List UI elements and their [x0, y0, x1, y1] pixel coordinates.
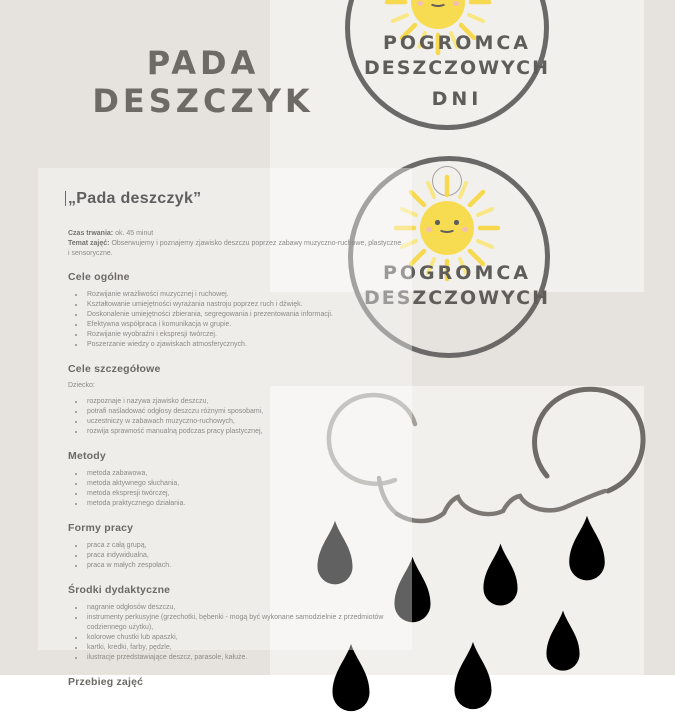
bullet-item: • Poszerzanie wiedzy o zjawiskach atmosferycznych.: [85, 340, 404, 350]
bullet-item: • praca indywidualna,: [85, 551, 404, 561]
doc-section: [68, 676, 404, 688]
section-bullet-list: [68, 469, 404, 509]
document-heading-text: „Pada deszczyk”: [68, 190, 202, 207]
raindrop-icon: [449, 638, 497, 714]
document-heading[interactable]: [68, 190, 404, 208]
bullet-item: • ilustracje przedstawiające deszcz, parasole, kałuże.: [85, 653, 404, 663]
sun-cheek-icon: [462, 227, 468, 232]
bullet-item: • praca z całą grupą,: [85, 541, 404, 551]
bullet-item: • metoda aktywnego słuchania,: [85, 479, 404, 489]
bullet-item: • metoda zabawowa,: [85, 469, 404, 479]
bullet-item: • metoda praktycznego działania.: [85, 499, 404, 509]
doc-sections: [68, 271, 404, 688]
section-heading: Cele ogólne: [68, 271, 130, 284]
doc-section: [68, 522, 404, 571]
badge-text-line: POGROMCA: [382, 32, 531, 54]
badge-text-line: DESZCZOWYCH: [364, 57, 550, 79]
design-title: [88, 44, 318, 120]
document-meta: [68, 229, 404, 258]
section-intro: Dziecko:: [68, 382, 95, 390]
badge-text-line: DNI: [431, 88, 483, 110]
bullet-item: • kolorowe chustki lub apaszki,: [85, 633, 404, 643]
bullet-item: • Kształtowanie umiejętności wyrażania nastroju poprzez ruch i dźwięk.: [85, 300, 404, 310]
section-bullet-list: [68, 603, 404, 663]
bullet-item: • Doskonalenie umiejętności zbierania, segregowania i prezentowania informacji.: [85, 310, 404, 320]
meta-text: Obserwujemy i poznajemy zjawisko deszczu poprzez zabawy muzyczno-ruchowe, plastyczne i sensoryczne.: [68, 239, 402, 257]
meta-label: Temat zajęć:: [68, 239, 110, 247]
design-title-line1: PADA: [146, 44, 260, 82]
section-bullet-list: [68, 541, 404, 571]
section-heading: Formy pracy: [68, 522, 134, 535]
bullet-item: • Rozwijanie wyobraźni i ekspresji twórczej.: [85, 330, 404, 340]
bullet-item: • rozwija sprawność manualną podczas pracy plastycznej,: [85, 427, 404, 437]
section-heading: Przebieg zajęć: [68, 676, 144, 689]
badge-text-line: DESZCZOWYCH: [364, 287, 550, 309]
sun-eye-icon: [435, 220, 440, 225]
raindrop-icon: [478, 540, 523, 610]
bullet-item: • uczestniczy w zabawach muzyczno-ruchowych,: [85, 417, 404, 427]
sun-icon: [420, 201, 474, 255]
badge-text-line: POGROMCA: [382, 262, 531, 284]
section-heading: Cele szczegółowe: [68, 363, 161, 376]
bullet-item: • rozpoznaje i nazywa zjawisko deszczu,: [85, 397, 404, 407]
meta-line: [68, 239, 404, 259]
design-title-line2: DESZCZYK: [92, 82, 314, 120]
doc-section: [68, 584, 404, 663]
section-heading: Środki dydaktyczne: [68, 584, 171, 597]
bullet-item: • potrafi naśladować odgłosy deszczu różnymi sposobami,: [85, 407, 404, 417]
sun-eye-icon: [454, 220, 459, 225]
bullet-item: • kartki, kredki, farby, pędzle,: [85, 643, 404, 653]
bullet-item: • Rozwijanie wrażliwości muzycznej i ruchowej.: [85, 290, 404, 300]
bullet-item: • metoda ekspresji twórczej,: [85, 489, 404, 499]
doc-section: [68, 363, 404, 437]
meta-label: Czas trwania:: [68, 230, 114, 237]
section-heading: Metody: [68, 450, 106, 463]
sun-cheek-icon: [426, 227, 432, 232]
raindrop-icon: [541, 607, 585, 675]
bullet-item: • Efektywna współpraca i komunikacja w grupie.: [85, 320, 404, 330]
bullet-item: • instrumenty perkusyjne (grzechotki, bębenki - mogą być wykonane samodzielnie z przedmiotów codziennego użytku),: [85, 613, 404, 633]
doc-section: [68, 271, 404, 350]
doc-section: [68, 450, 404, 509]
text-caret: [65, 191, 66, 206]
meta-text: ok. 45 minut: [115, 230, 154, 237]
raindrop-icon: [564, 512, 610, 585]
sun-smile-icon: [438, 223, 456, 233]
bullet-item: • nagranie odgłosów deszczu,: [85, 603, 404, 613]
lesson-plan-sheet[interactable]: [38, 168, 412, 689]
meta-line: [68, 229, 404, 239]
section-bullet-list: [68, 397, 404, 437]
section-bullet-list: [68, 290, 404, 350]
bullet-item: • praca w małych zespołach.: [85, 561, 404, 571]
